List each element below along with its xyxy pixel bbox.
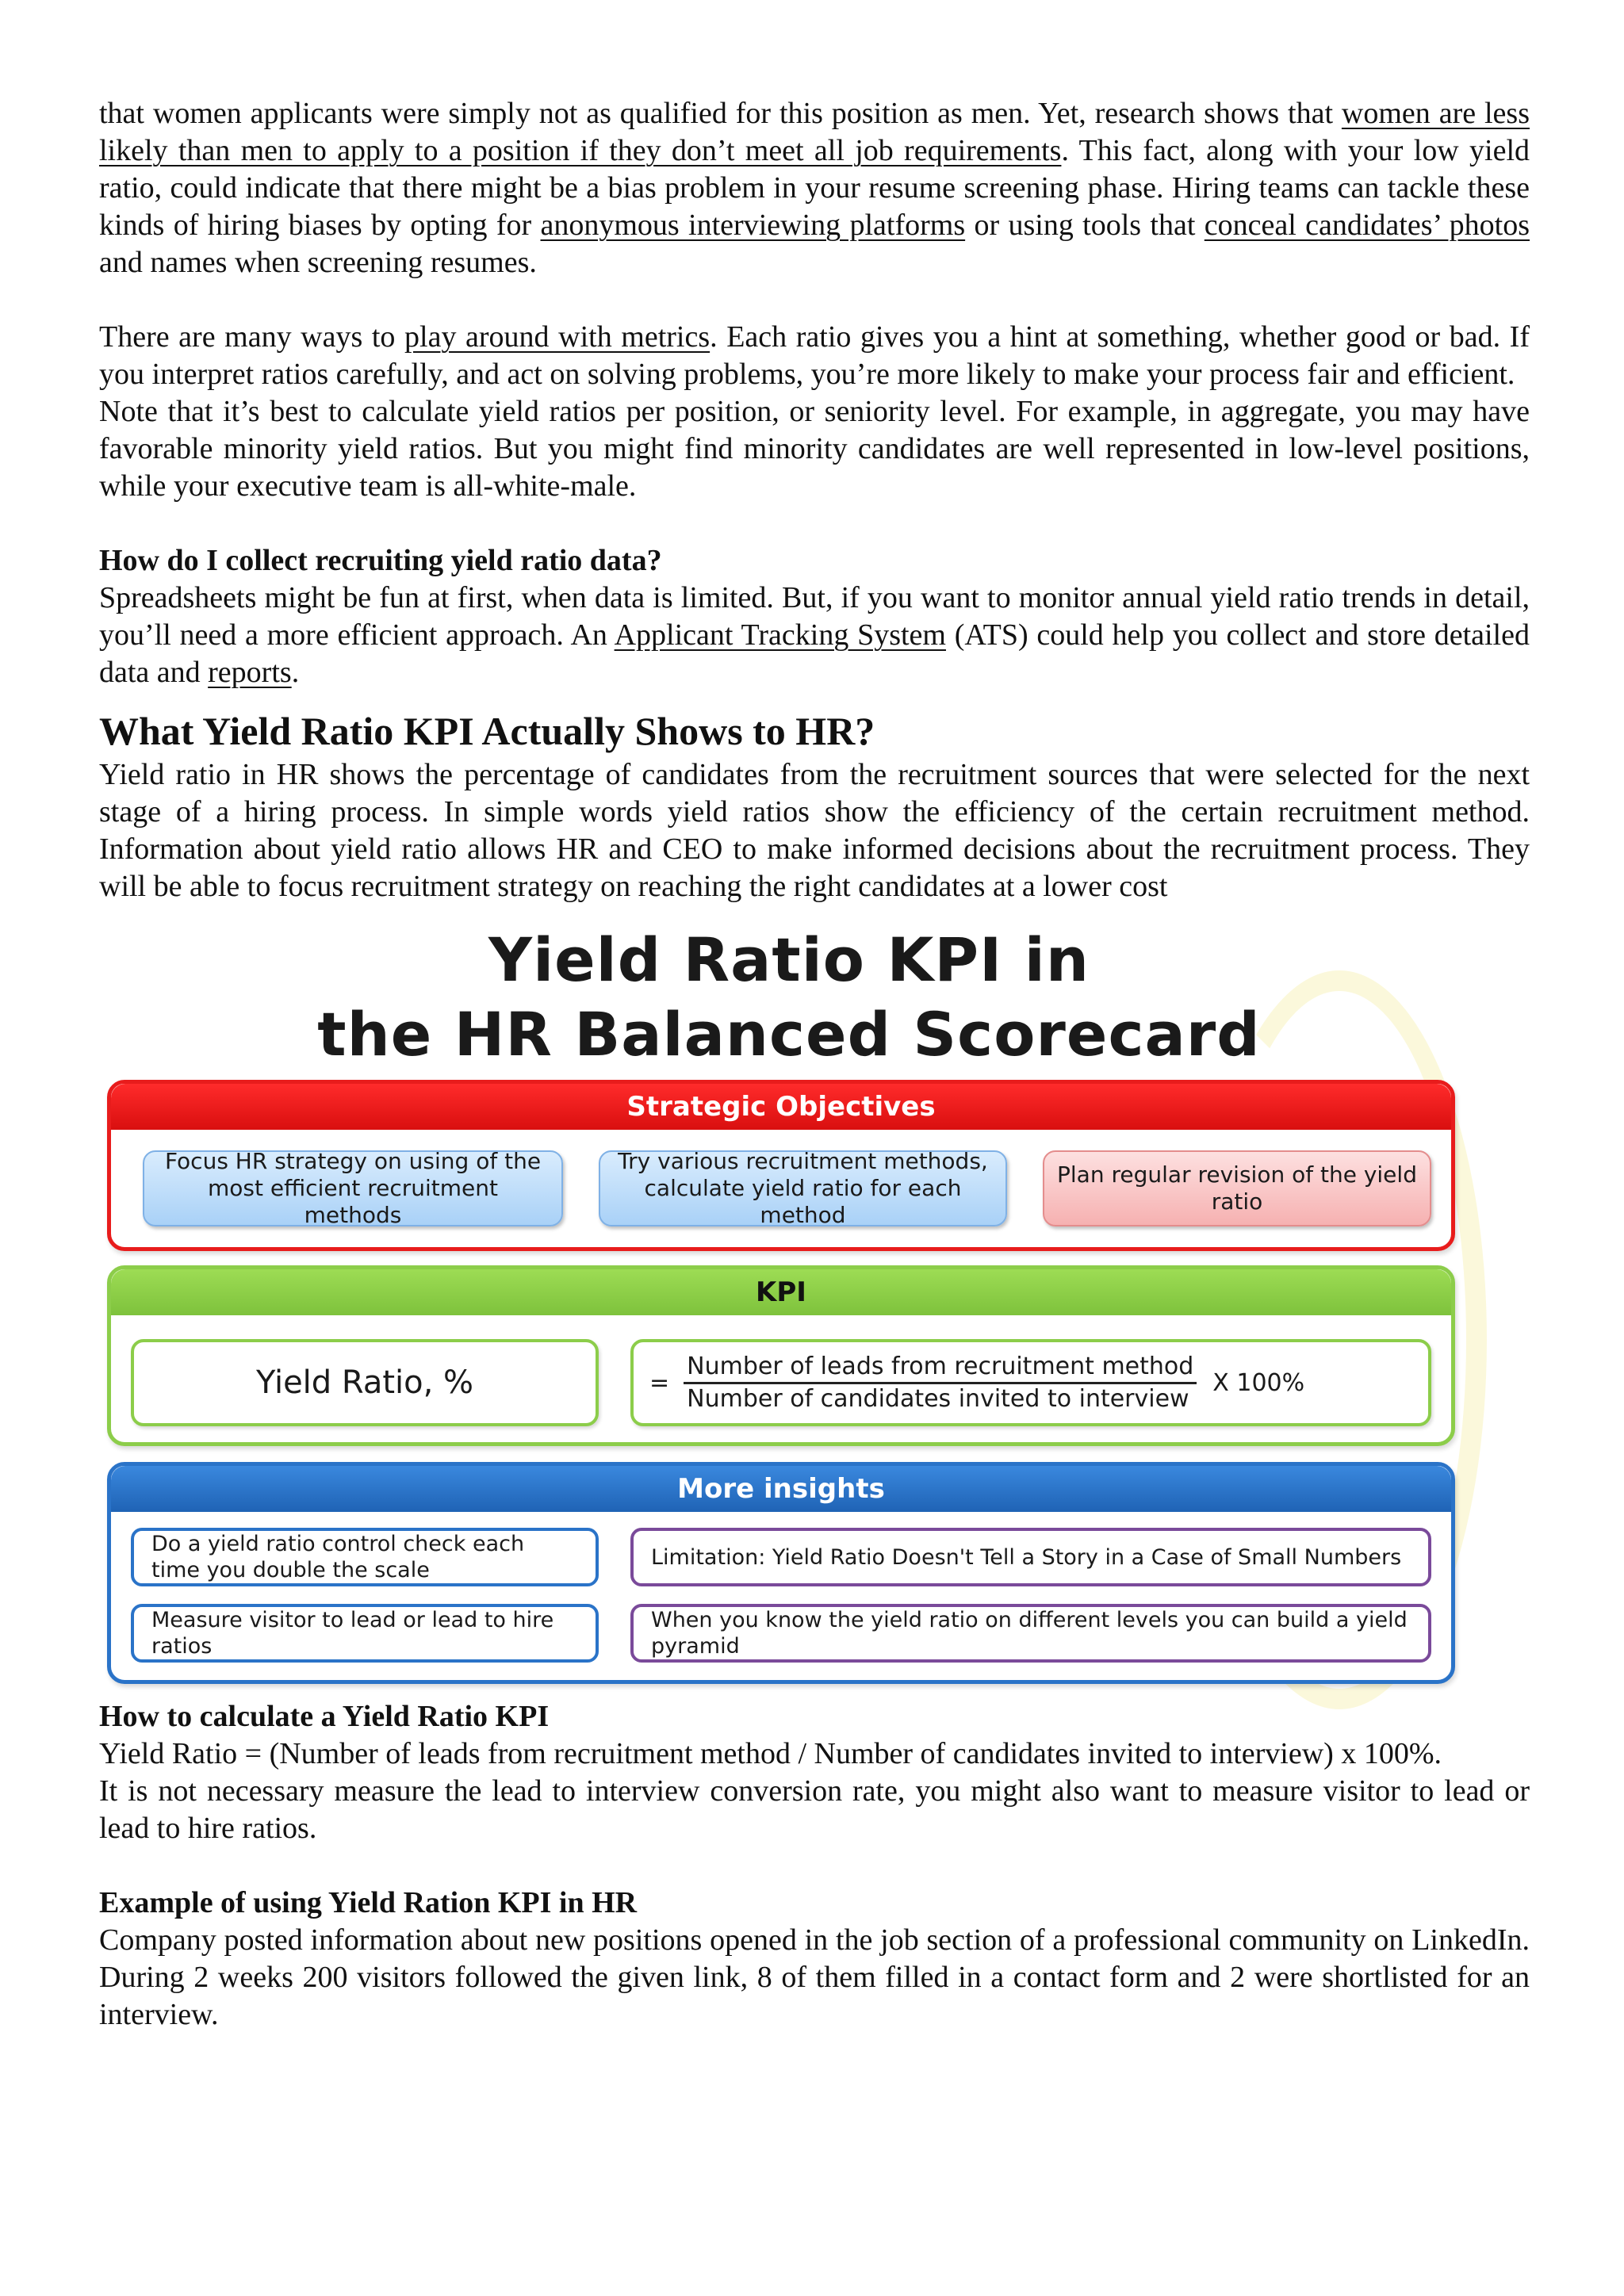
insight-box: When you know the yield ratio on different levels you can build a yield pyramid [630, 1604, 1431, 1663]
collect-paragraph [99, 580, 1530, 691]
reports-link[interactable]: reports [208, 656, 292, 689]
conceal-photos-link[interactable]: conceal candidates’ photos [1204, 209, 1530, 242]
formula-denominator: Number of candidates invited to interview [687, 1384, 1189, 1413]
example-heading: Example of using Yield Ration KPI in HR [99, 1886, 638, 1919]
shows-paragraph: Yield ratio in HR shows the percentage of candidates from the recruitment sources that were selected for the next stage of a hiring process. In simple words yield ratios show the efficiency of the certain recruitment method. Information about yield ratio allows HR and CEO to make informed decisions about the recruitment process. They will be able to focus recruitment strategy on reaching the right candidates at a lower cost [99, 758, 1530, 903]
objective-box: Plan regular revision of the yield ratio [1043, 1150, 1431, 1226]
insight-box: Measure visitor to lead or lead to hire ratios [131, 1604, 599, 1663]
more-insights-header: More insights [111, 1466, 1451, 1512]
metrics-text-1: There are many ways to [99, 320, 396, 354]
formula-numerator: Number of leads from recruitment method [684, 1353, 1197, 1384]
intro-paragraph [99, 95, 1530, 281]
intro-text-4: and names when screening resumes. [99, 246, 537, 279]
kpi-header: KPI [111, 1269, 1451, 1315]
kpi-name: Yield Ratio, % [255, 1364, 474, 1401]
strategic-objectives-header: Strategic Objectives [111, 1084, 1451, 1130]
women-requirements-link[interactable]: women are less likely than men to apply to a position if they don’t meet all job requirements [99, 97, 1530, 167]
yield-ratio-infographic [99, 923, 1479, 1684]
objective-box: Try various recruitment methods, calculate yield ratio for each method [599, 1150, 1007, 1226]
shows-heading: What Yield Ratio KPI Actually Shows to HR? [99, 709, 875, 753]
calc-note-paragraph: It is not necessary measure the lead to interview conversion rate, you might also want to measure visitor to lead or lead to hire ratios. [99, 1774, 1530, 1845]
intro-text-1: that women applicants were simply not as qualified for this position as men. Yet, research shows that [99, 97, 1333, 130]
intro-text-2: . This fact, along with your low yield ratio, could indicate that there might be a bias problem in your resume screening phase. Hiring teams can tackle these kinds of hiring biases by opting for [99, 134, 1530, 242]
formula-multiplier: X 100% [1212, 1368, 1305, 1397]
collect-text-1: Spreadsheets might be fun at first, when data is limited. But, if you want to monitor annual yield ratio trends in detail, you’ll need a more efficient approach. An [99, 581, 1530, 652]
calc-heading: How to calculate a Yield Ratio KPI [99, 1700, 550, 1733]
note-paragraph: Note that it’s best to calculate yield ratios per position, or seniority level. For example, in aggregate, you may have favorable minority yield ratios. But you might find minority candidates are well represented in low-level positions, while your executive team is all-white-male. [99, 395, 1530, 503]
ats-link[interactable]: Applicant Tracking System [614, 618, 946, 652]
document-page [99, 95, 1530, 2034]
more-insights-panel [107, 1462, 1455, 1684]
formula-equals: = [649, 1368, 670, 1397]
objective-box: Focus HR strategy on using of the most efficient recruitment methods [143, 1150, 563, 1226]
anonymous-interviewing-link[interactable]: anonymous interviewing platforms [540, 209, 966, 242]
insight-box: Limitation: Yield Ratio Doesn't Tell a Story in a Case of Small Numbers [630, 1528, 1431, 1586]
kpi-panel [107, 1265, 1455, 1446]
strategic-objectives-panel [107, 1080, 1455, 1251]
example-paragraph: Company posted information about new positions opened in the job section of a professional community on LinkedIn. During 2 weeks 200 visitors followed the given link, 8 of them filled in a contact form and 2 were shortlisted for an interview. [99, 1923, 1530, 2031]
formula-fraction [684, 1353, 1197, 1413]
kpi-formula-box [630, 1339, 1431, 1426]
play-around-metrics-link[interactable]: play around with metrics [404, 320, 710, 354]
intro-text-3: or using tools that [974, 209, 1196, 242]
kpi-name-box [131, 1339, 599, 1426]
infographic-title [99, 923, 1479, 1072]
metrics-paragraph [99, 319, 1530, 393]
calc-formula-paragraph: Yield Ratio = (Number of leads from recruitment method / Number of candidates invited to interview) x 100%. [99, 1737, 1442, 1770]
collect-text-2: (ATS) could help you collect and store detailed data and [99, 618, 1530, 689]
collect-text-3: . [291, 656, 300, 689]
infographic-title-line-2: the HR Balanced Scorecard [317, 999, 1261, 1070]
infographic-title-line-1: Yield Ratio KPI in [488, 924, 1090, 995]
insight-box: Do a yield ratio control check each time you double the scale [131, 1528, 599, 1586]
collect-heading: How do I collect recruiting yield ratio data? [99, 544, 662, 577]
metrics-text-2: . Each ratio gives you a hint at something, whether good or bad. If you interpret ratios carefully, and act on solving problems, you’re more likely to make your process fair and efficient. [99, 320, 1530, 391]
